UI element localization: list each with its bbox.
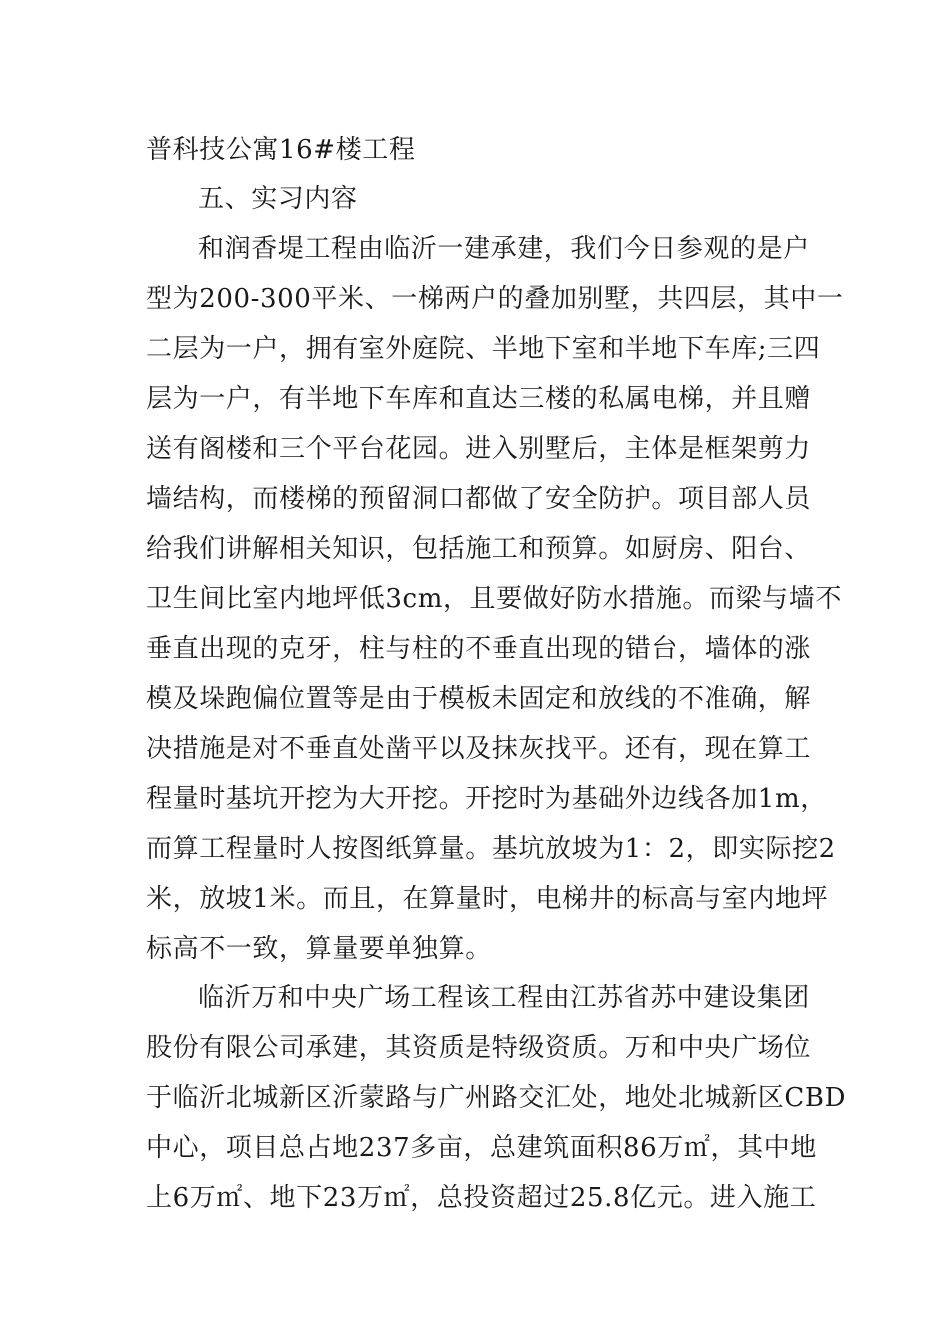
text-line-19: 股份有限公司承建，其资质是特级资质。万和中央广场位 xyxy=(146,1033,812,1063)
text-line-3: 和润香堤工程由临沂一建承建，我们今日参观的是户 xyxy=(198,234,810,264)
text-line-22: 上6万㎡、地下23万㎡，总投资超过25.8亿元。进入施工 xyxy=(146,1183,817,1213)
text-line-8: 墙结构，而楼梯的预留洞口都做了安全防护。项目部人员 xyxy=(146,484,812,514)
text-line-20: 于临沂北城新区沂蒙路与广州路交汇处，地处北城新区CBD xyxy=(146,1083,847,1113)
text-line-4: 型为200-300平米、一梯两户的叠加别墅，共四层，其中一 xyxy=(146,284,844,314)
text-line-7: 送有阁楼和三个平台花园。进入别墅后，主体是框架剪力 xyxy=(146,434,812,464)
text-line-15: 而算工程量时人按图纸算量。基坑放坡为1：2，即实际挖2 xyxy=(146,834,836,864)
text-line-17: 标高不一致，算量要单独算。 xyxy=(146,934,492,964)
text-line-1: 普科技公寓16#楼工程 xyxy=(146,135,416,165)
text-line-9: 给我们讲解相关知识，包括施工和预算。如厨房、阳台、 xyxy=(146,534,812,564)
text-line-12: 模及垛跑偏位置等是由于模板未固定和放线的不准确，解 xyxy=(146,684,812,714)
text-line-14: 程量时基坑开挖为大开挖。开挖时为基础外边线各加1m， xyxy=(146,784,827,814)
text-line-16: 米，放坡1米。而且，在算量时，电梯井的标高与室内地坪 xyxy=(146,884,829,914)
text-line-11: 垂直出现的克牙，柱与柱的不垂直出现的错台，墙体的涨 xyxy=(146,634,812,664)
text-line-21: 中心，项目总占地237多亩，总建筑面积86万㎡，其中地 xyxy=(146,1133,817,1163)
text-line-10: 卫生间比室内地坪低3cm，且要做好防水措施。而梁与墙不 xyxy=(146,584,842,614)
text-line-18: 临沂万和中央广场工程该工程由江苏省苏中建设集团 xyxy=(198,983,810,1013)
text-line-13: 决措施是对不垂直处凿平以及抹灰找平。还有，现在算工 xyxy=(146,734,812,764)
section-heading: 五、实习内容 xyxy=(198,184,358,214)
text-line-5: 二层为一户，拥有室外庭院、半地下室和半地下车库;三四 xyxy=(146,334,821,364)
text-line-6: 层为一户，有半地下车库和直达三楼的私属电梯，并且赠 xyxy=(146,384,812,414)
